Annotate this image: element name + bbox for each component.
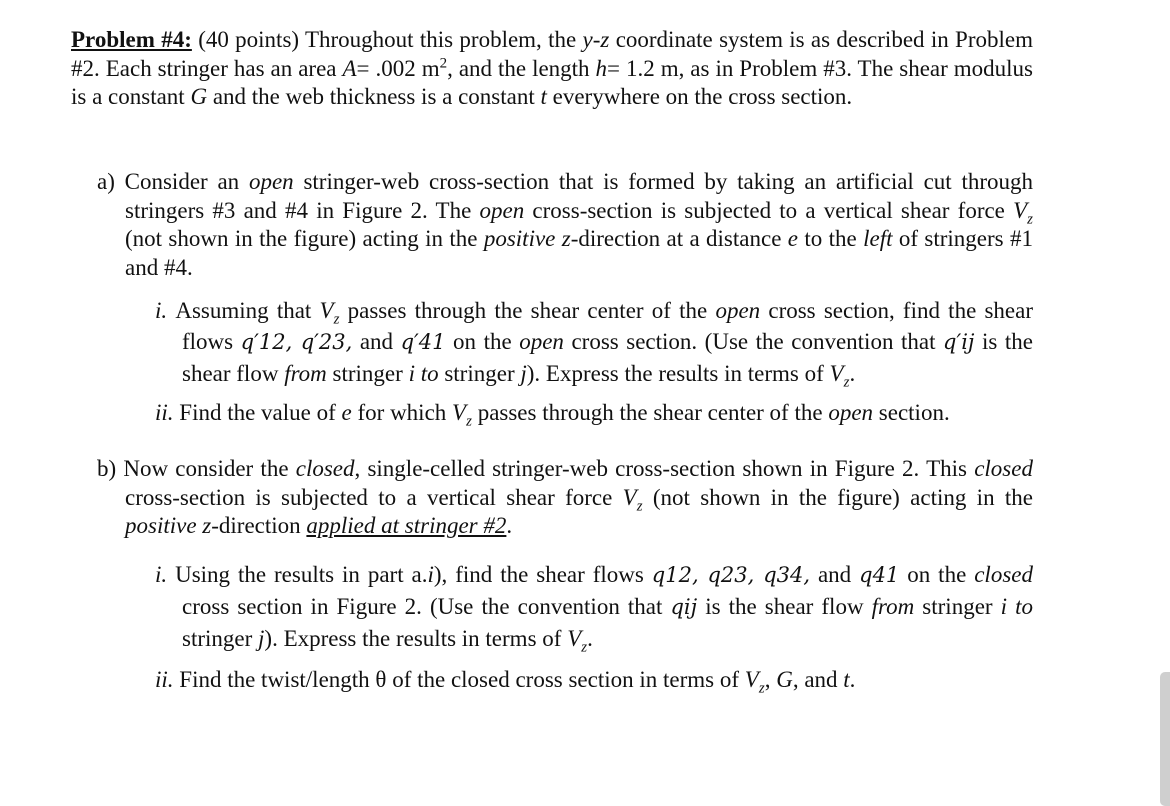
text: open: [248, 169, 294, 194]
text: V: [452, 400, 467, 425]
part-b: [97, 455, 1033, 541]
text: closed: [974, 562, 1033, 587]
text: open: [519, 329, 564, 354]
text: to: [414, 361, 439, 386]
text: q12, q23, q34,: [651, 563, 811, 587]
text: cross-section is subjected to a vertical shear force: [524, 197, 1014, 223]
part-a-i-text: [155, 295, 1033, 389]
part-a-ii: [155, 399, 1033, 428]
text: to the: [798, 226, 864, 251]
text: ). Express the results in terms of: [264, 626, 568, 651]
text: -direction at a distance: [570, 226, 788, 251]
text: qij: [670, 595, 698, 619]
text: .: [849, 361, 856, 386]
text: z: [466, 413, 472, 430]
text: passes through the shear center of the: [471, 400, 829, 425]
text: q′12, q′23,: [240, 330, 353, 354]
text: q′ij: [943, 330, 975, 354]
text: (40 points) Throughout this problem, the: [191, 27, 583, 52]
text: ,: [764, 667, 777, 692]
text: closed: [295, 456, 355, 481]
text: stringer: [326, 361, 409, 386]
text: for which: [351, 400, 453, 425]
text: V: [567, 626, 582, 651]
text: i: [427, 562, 434, 587]
part-a-ii-label: ii.: [155, 400, 180, 425]
text: stringer-web cross-section that is formed by taking an artificial cut through stringers #3 and #4 in Figure 2. The: [125, 169, 1033, 223]
part-b-i: [155, 559, 1033, 655]
part-a: [97, 168, 1033, 282]
text: left: [863, 226, 893, 251]
text: (not shown in the figure) acting in the: [642, 484, 1033, 510]
part-a-text: [97, 168, 1033, 282]
text: coordinate system is as described in Problem #2. Each stringer has an area: [71, 27, 1033, 81]
part-a-i: [155, 295, 1033, 389]
text: open: [715, 298, 761, 323]
text: applied at stringer #2: [306, 513, 507, 538]
part-a-ii-text: [155, 399, 1033, 428]
text: V: [622, 484, 637, 510]
text: Consider an: [124, 169, 249, 194]
text: y-z: [582, 27, 610, 52]
part-b-i-label: i.: [155, 562, 176, 587]
text: of stringers #1 and #4.: [125, 226, 1033, 280]
text: i: [408, 361, 415, 386]
text: -direction: [211, 513, 307, 538]
problem-heading: Problem #4:: [71, 27, 192, 52]
vertical-scrollbar[interactable]: [1160, 672, 1170, 806]
text: passes through the shear center of the: [339, 298, 716, 323]
text: z: [843, 374, 850, 391]
text: and the web thickness is a constant: [207, 84, 541, 109]
text: is the shear flow: [182, 329, 1033, 386]
text: V: [1013, 197, 1028, 223]
text: V: [319, 298, 334, 323]
text: G: [190, 84, 208, 109]
text: Assuming that: [175, 298, 320, 323]
text: .: [506, 513, 513, 538]
text: 2: [439, 54, 448, 71]
text: on the: [445, 329, 520, 354]
text: positive z: [483, 226, 571, 251]
text: = .002 m: [356, 55, 440, 81]
text: on the: [899, 562, 975, 587]
text: z: [333, 311, 340, 328]
text: everywhere on the cross section.: [546, 84, 853, 109]
text: h: [595, 55, 608, 81]
part-b-i-text: [155, 559, 1033, 655]
text: open: [479, 197, 525, 223]
part-a-i-label: i.: [155, 298, 176, 323]
text: from: [284, 361, 327, 386]
text: section.: [873, 400, 950, 425]
text: q′41: [400, 330, 446, 354]
text: .: [587, 626, 593, 651]
text: to: [1015, 594, 1033, 619]
text: z: [581, 639, 588, 656]
text: ), find the shear flows: [433, 562, 652, 587]
text: cross section. (Use the convention that: [563, 329, 943, 354]
text: Find the twist/length θ of the closed cross section in terms of: [179, 667, 745, 692]
text: q41: [859, 563, 900, 587]
text: Using the results in part a.: [175, 562, 428, 587]
text: cross-section is subjected to a vertical shear force: [125, 484, 623, 510]
text: stringer: [914, 594, 1001, 619]
text: V: [744, 667, 759, 692]
text: z: [1027, 211, 1033, 228]
problem-intro: [71, 26, 1033, 112]
text: z: [758, 680, 765, 697]
text: stringer: [438, 361, 521, 386]
text: open: [828, 400, 874, 425]
text: i: [1000, 594, 1008, 619]
text: from: [871, 594, 915, 619]
part-b-ii: [155, 666, 1033, 695]
text: ). Express the results in terms of: [526, 361, 830, 386]
part-b-text: [97, 455, 1033, 541]
text: and: [352, 329, 401, 354]
text: .: [849, 667, 856, 692]
text: , single-celled stringer-web cross-section shown in Figure 2. This: [354, 456, 975, 481]
text: cross section, find the shear flows: [182, 298, 1034, 354]
text: t: [540, 84, 547, 109]
text: (not shown in the figure) acting in the: [125, 226, 484, 251]
part-a-label: a): [97, 169, 125, 194]
text: t: [843, 667, 850, 692]
text: j: [258, 626, 265, 651]
text: A: [342, 55, 357, 81]
text: , and: [792, 667, 844, 692]
text: G: [776, 667, 793, 692]
text: closed: [974, 456, 1033, 481]
text: e: [787, 226, 798, 251]
text: Now consider the: [123, 456, 296, 481]
part-b-ii-text: [155, 666, 1033, 695]
text: stringer: [182, 626, 259, 651]
text: j: [520, 361, 527, 386]
text: positive z: [125, 513, 212, 538]
part-b-label: b): [97, 456, 124, 481]
text: V: [829, 361, 844, 386]
text: Find the value of: [179, 400, 342, 425]
text: , and the length: [447, 55, 596, 81]
text: and: [810, 562, 860, 587]
text: is the shear flow: [697, 594, 872, 619]
text: z: [636, 498, 643, 515]
text: cross section in Figure 2. (Use the convention that: [182, 594, 671, 619]
text: e: [341, 400, 352, 425]
text: = 1.2 m, as in Problem #3. The shear modulus is a constant: [71, 55, 1033, 109]
part-b-ii-label: ii.: [155, 667, 180, 692]
